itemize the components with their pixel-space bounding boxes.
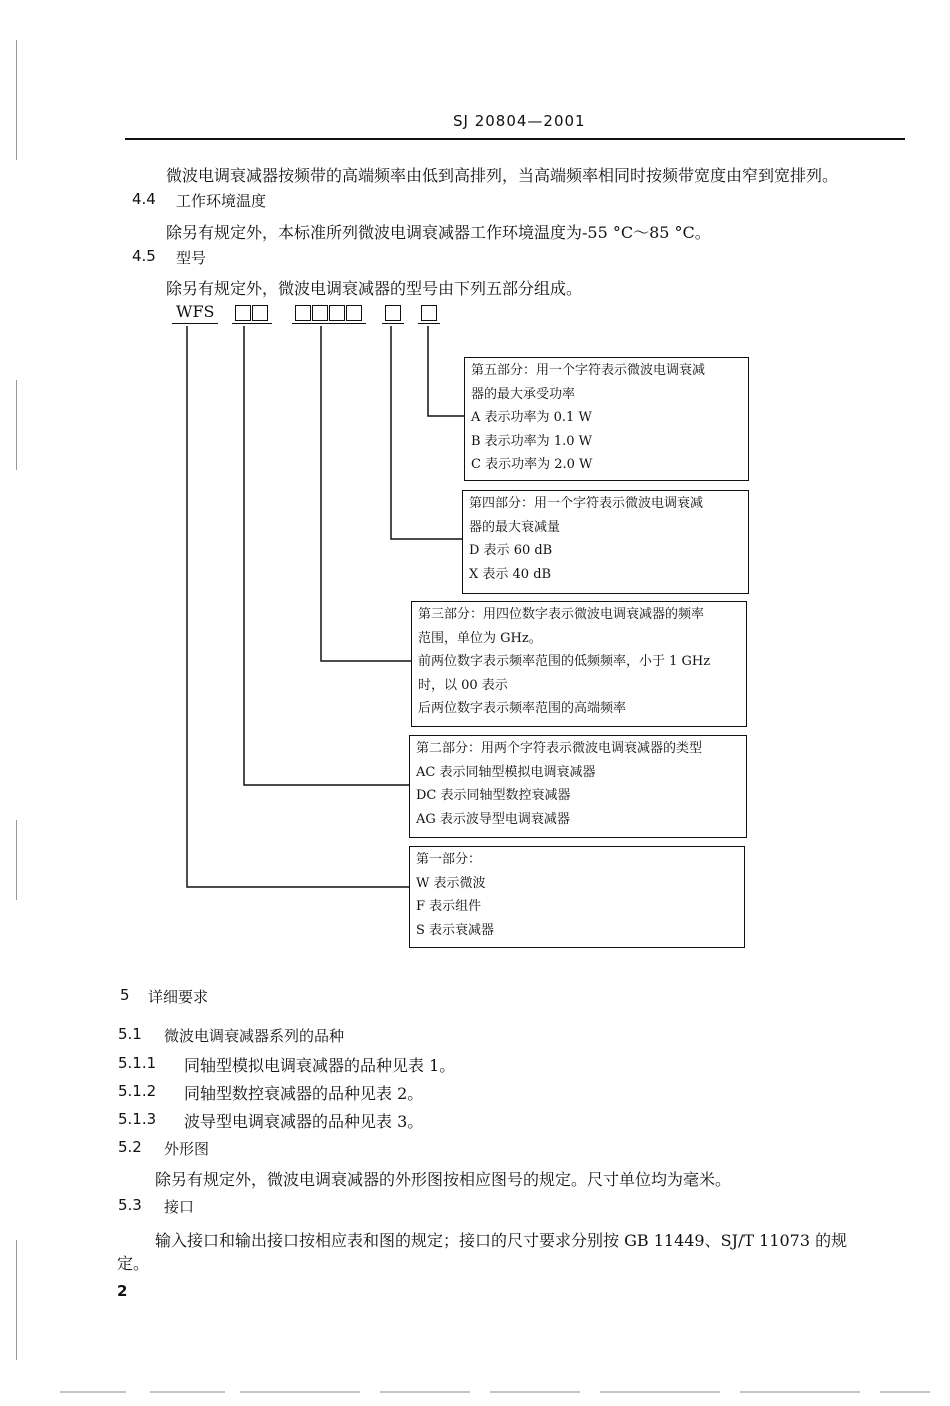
- sec-5-2-title: 外形图: [164, 1140, 210, 1158]
- sec-5-3-text-line1: 输入接口和输出接口按相应表和图的规定；接口的尺寸要求分别按 GB 11449、SJ/T 11073 的规: [155, 1231, 848, 1250]
- sec-5-1-num: 5.1: [118, 1025, 142, 1043]
- sec-5-1-3-num: 5.1.3: [118, 1110, 157, 1128]
- sec-5-num: 5: [120, 986, 130, 1004]
- sec-4-5-text: 除另有规定外，微波电调衰减器的型号由下列五部分组成。: [166, 279, 583, 298]
- part4-line: X 表示 40 dB: [469, 566, 552, 582]
- page-number: 2: [117, 1282, 128, 1300]
- part5-line: C 表示功率为 2.0 W: [471, 457, 593, 472]
- sec-5-3-title: 接口: [164, 1198, 195, 1216]
- sec-5-3-num: 5.3: [118, 1196, 142, 1214]
- sec-5-1-1-num: 5.1.1: [118, 1054, 157, 1072]
- part5-line: A 表示功率为 0.1 W: [471, 410, 592, 425]
- part5-line: B 表示功率为 1.0 W: [471, 433, 592, 449]
- intro-line: 微波电调衰减器按频带的高端频率由低到高排列，当高端频率相同时按频带宽度由窄到宽排列。: [166, 166, 839, 185]
- sec-4-5-num: 4.5: [132, 247, 156, 265]
- part1-line: W 表示微波: [416, 875, 486, 891]
- part2-line: AC 表示同轴型模拟电调衰减器: [416, 764, 596, 780]
- standard-code: SJ 20804—2001: [453, 112, 586, 130]
- sec-5-1-2-num: 5.1.2: [118, 1082, 157, 1100]
- part4-line: 第四部分：用一个字符表示微波电调衰减: [469, 496, 704, 511]
- sec-5-1-3-text: 波导型电调衰减器的品种见表 3。: [184, 1112, 424, 1131]
- part4-line: 器的最大衰减量: [469, 519, 561, 535]
- sec-4-4-title: 工作环境温度: [176, 192, 267, 210]
- part5-line: 第五部分：用一个字符表示微波电调衰减: [471, 363, 706, 378]
- sec-5-2-text: 除另有规定外，微波电调衰减器的外形图按相应图号的规定。尺寸单位均为毫米。: [155, 1170, 732, 1189]
- part3-line: 第三部分：用四位数字表示微波电调衰减器的频率: [418, 607, 705, 622]
- part1-line: S 表示衰减器: [416, 922, 495, 938]
- part4-line: D 表示 60 dB: [469, 543, 553, 558]
- sec-5-2-num: 5.2: [118, 1138, 142, 1156]
- part2-line: DC 表示同轴型数控衰减器: [416, 788, 571, 803]
- sec-5-1-2-text: 同轴型数控衰减器的品种见表 2。: [184, 1084, 424, 1103]
- part2-line: AG 表示波导型电调衰减器: [416, 811, 570, 827]
- part3-line: 前两位数字表示频率范围的低频频率，小于 1 GHz: [418, 654, 711, 669]
- sec-5-3-text-line2: 定。: [117, 1254, 150, 1273]
- part3-line: 后两位数字表示频率范围的高端频率: [418, 701, 627, 716]
- part1-line: 第一部分：: [416, 852, 482, 867]
- sec-5-title: 详细要求: [148, 988, 209, 1006]
- part1-line: F 表示组件: [416, 899, 482, 914]
- part2-line: 第二部分：用两个字符表示微波电调衰减器的类型: [416, 741, 703, 756]
- sec-4-4-num: 4.4: [132, 190, 156, 208]
- part3-line: 时，以 00 表示: [418, 677, 508, 693]
- sec-5-1-title: 微波电调衰减器系列的品种: [164, 1027, 345, 1045]
- sec-4-4-text: 除另有规定外，本标准所列微波电调衰减器工作环境温度为-55 °C～85 °C。: [166, 223, 711, 242]
- part5-line: 器的最大承受功率: [471, 386, 576, 402]
- sec-5-1-1-text: 同轴型模拟电调衰减器的品种见表 1。: [184, 1056, 456, 1075]
- sec-4-5-title: 型号: [176, 249, 207, 267]
- part3-line: 范围，单位为 GHz。: [418, 630, 542, 646]
- model-prefix: WFS: [176, 302, 215, 321]
